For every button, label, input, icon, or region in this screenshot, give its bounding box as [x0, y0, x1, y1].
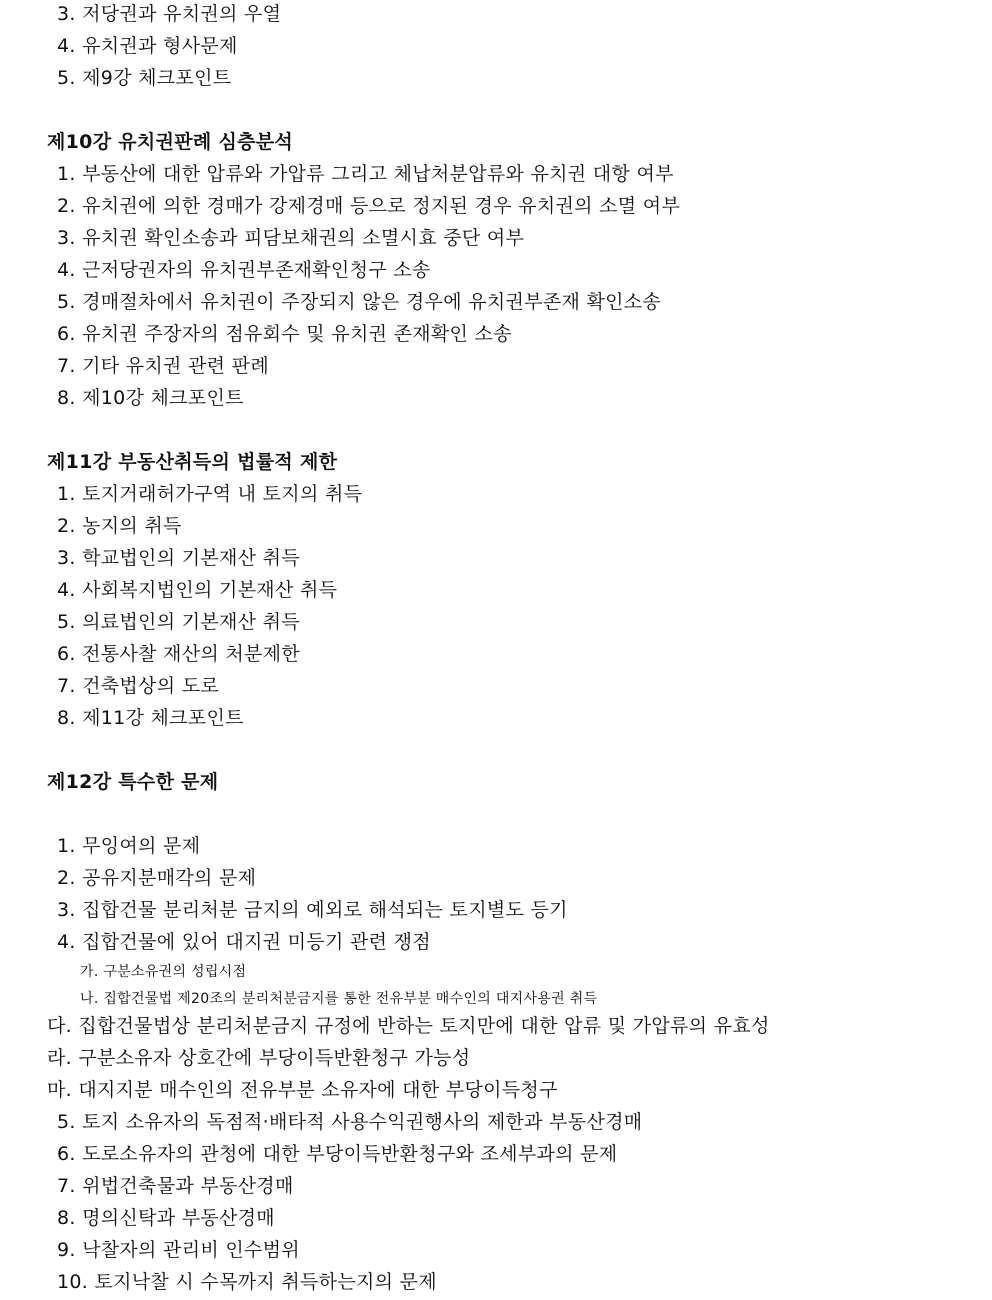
list-item: 5. 제9강 체크포인트: [57, 67, 232, 89]
list-item: 2. 공유지분매각의 문제: [57, 867, 257, 889]
list-item: 6. 전통사찰 재산의 처분제한: [57, 643, 300, 665]
list-item: 4. 사회복지법인의 기본재산 취득: [57, 579, 338, 601]
list-item: 5. 의료법인의 기본재산 취득: [57, 611, 300, 633]
list-item: 3. 저당권과 유치권의 우열: [57, 3, 282, 25]
list-item: 1. 토지거래허가구역 내 토지의 취득: [57, 483, 363, 505]
list-item: 3. 학교법인의 기본재산 취득: [57, 547, 300, 569]
list-item: 2. 유치권에 의한 경매가 강제경매 등으로 정지된 경우 유치권의 소멸 여부: [57, 195, 681, 217]
list-item: 7. 건축법상의 도로: [57, 675, 219, 697]
list-item: 10. 토지낙찰 시 수목까지 취득하는지의 문제: [57, 1271, 437, 1293]
list-item: 8. 명의신탁과 부동산경매: [57, 1207, 275, 1229]
section-heading: 제10강 유치권판례 심층분석: [47, 131, 294, 153]
sub-list-item: 라. 구분소유자 상호간에 부당이득반환청구 가능성: [47, 1047, 471, 1069]
list-item: 4. 근저당권자의 유치권부존재확인청구 소송: [57, 259, 431, 281]
list-item: 4. 집합건물에 있어 대지권 미등기 관련 쟁점: [57, 931, 431, 953]
list-item: 2. 농지의 취득: [57, 515, 182, 537]
list-item: 7. 위법건축물과 부동산경매: [57, 1175, 294, 1197]
section-heading: 제11강 부동산취득의 법률적 제한: [47, 451, 338, 473]
list-item: 5. 토지 소유자의 독점적·배타적 사용수익권행사의 제한과 부동산경매: [57, 1111, 643, 1133]
sub-list-item: 다. 집합건물법상 분리처분금지 규정에 반하는 토지만에 대한 압류 및 가압류의 유효성: [47, 1015, 770, 1037]
list-item: 3. 집합건물 분리처분 금지의 예외로 해석되는 토지별도 등기: [57, 899, 568, 921]
sub-list-item: 가. 구분소유권의 성립시점: [80, 964, 247, 980]
list-item: 5. 경매절차에서 유치권이 주장되지 않은 경우에 유치권부존재 확인소송: [57, 291, 662, 313]
sub-list-item: 마. 대지지분 매수인의 전유부분 소유자에 대한 부당이득청구: [47, 1079, 558, 1101]
list-item: 8. 제10강 체크포인트: [57, 387, 244, 409]
list-item: 8. 제11강 체크포인트: [57, 707, 244, 729]
list-item: 6. 도로소유자의 관청에 대한 부당이득반환청구와 조세부과의 문제: [57, 1143, 618, 1165]
sub-list-item: 나. 집합건물법 제20조의 분리처분금지를 통한 전유부분 매수인의 대지사용권 취득: [80, 991, 598, 1007]
list-item: 6. 유치권 주장자의 점유회수 및 유치권 존재확인 소송: [57, 323, 512, 345]
list-item: 7. 기타 유치권 관련 판례: [57, 355, 269, 377]
list-item: 1. 부동산에 대한 압류와 가압류 그리고 체납처분압류와 유치권 대항 여부: [57, 163, 674, 185]
list-item: 9. 낙찰자의 관리비 인수범위: [57, 1239, 300, 1261]
section-heading: 제12강 특수한 문제: [47, 771, 219, 793]
list-item: 4. 유치권과 형사문제: [57, 35, 238, 57]
list-item: 3. 유치권 확인소송과 피담보채권의 소멸시효 중단 여부: [57, 227, 525, 249]
list-item: 1. 무잉여의 문제: [57, 835, 201, 857]
